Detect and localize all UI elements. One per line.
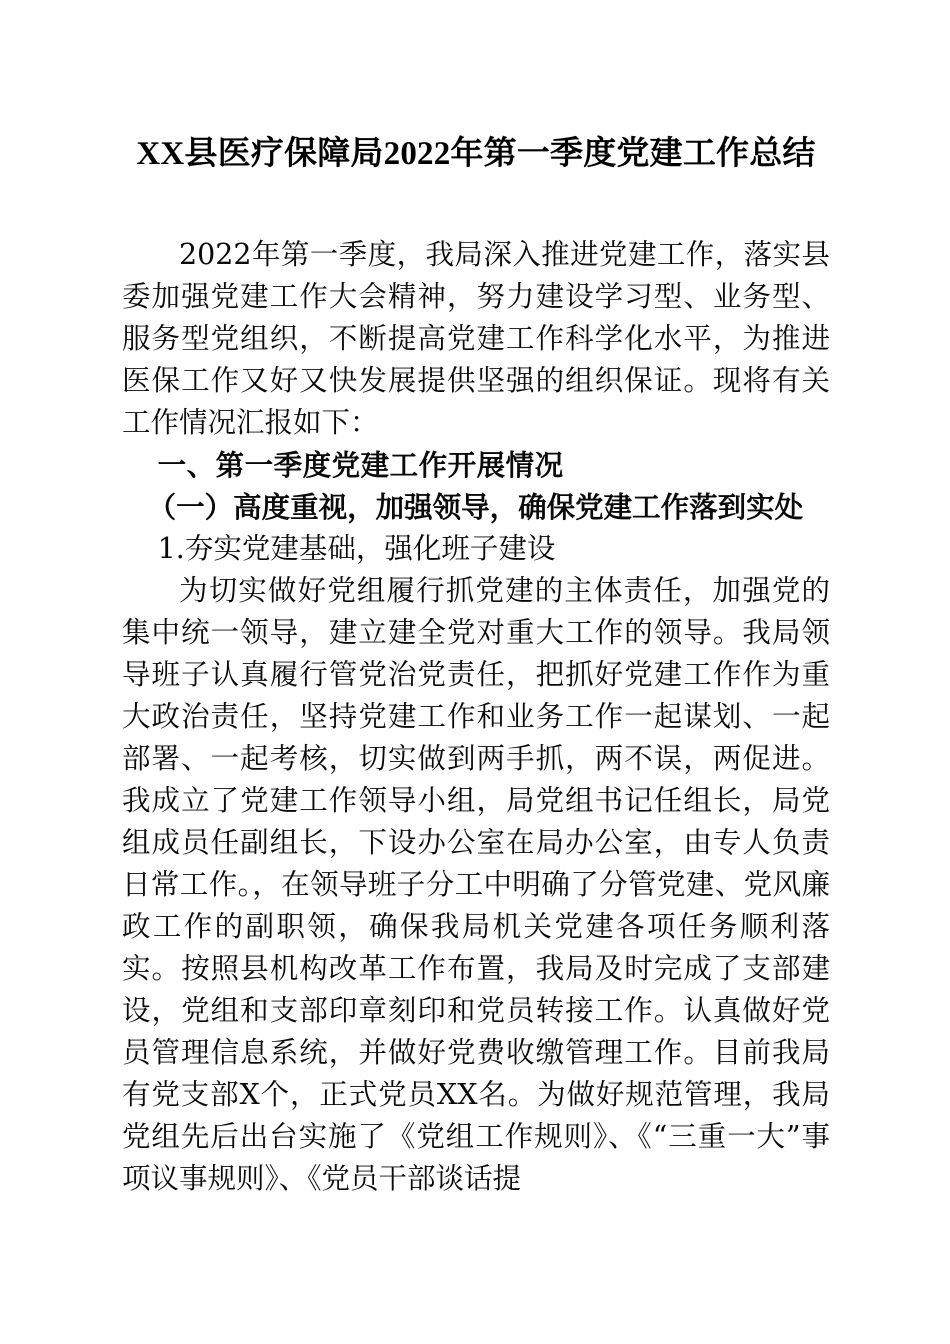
heading-level-2: （一）高度重视，加强领导，确保党建工作落到实处	[147, 490, 804, 524]
body-paragraph-1: 为切实做好党组履行抓党建的主体责任，加强党的集中统一领导，建立建全党对重大工作的领导。我局领导班子认真履行管党治党责任，把抓好党建工作作为重大政治责任，坚持党建工作和业务工作一起谋划、一起部署、一起考核，切实做到两手抓，两不误，两促进。我成立了党建工作领导小组，局党组书记任组长，局党组成员任副组长，下设办公室在局办公室，由专人负责日常工作。，在领导班子分工中明确了分管党建、党风廉政工作的副职领，确保我局机关党建各项任务顺利落实。按照县机构改革工作布置，我局及时完成了支部建设，党组和支部印章刻印和党员转接工作。认真做好党员管理信息系统，并做好党费收缴管理工作。目前我局有党支部X个，正式党员XX名。为做好规范管理，我局党组先后出台实施了《党组工作规则》、《“三重一大”事项议事规则》、《党员干部谈话提	[122, 574, 830, 1195]
intro-paragraph: 2022年第一季度，我局深入推进党建工作，落实县委加强党建工作大会精神，努力建设学习型、业务型、服务型党组织，不断提高党建工作科学化水平，为推进医保工作又好又快发展提供坚强的组织保证。现将有关工作情况汇报如下：	[122, 238, 830, 439]
heading-level-3: 1.夯实党建基础，强化班子建设	[157, 532, 556, 565]
heading-level-1: 一、第一季度党建工作开展情况	[157, 448, 564, 482]
page-title: XX县医疗保障局2022年第一季度党建工作总结	[136, 136, 816, 172]
document-content	[122, 0, 830, 1200]
